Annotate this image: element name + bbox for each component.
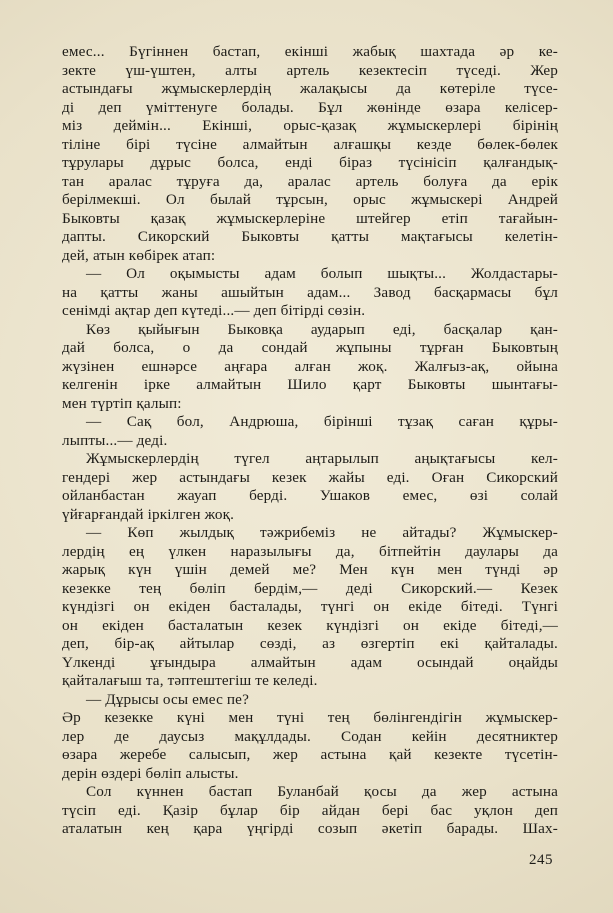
text-line: деп, бір-ақ айтылар сөзді, аз өзгертіп екі қайталады.: [62, 635, 558, 652]
text-line: на қатты жаны ашыйтын адам... Завод басқармасы бұл: [62, 283, 558, 301]
text-line: міз деймін... Екінші, орыс-қазақ жұмыскерлері бірінің: [62, 117, 558, 134]
text-line: түсіп еді. Қазір бұлар бір айдан бері бас уқлон деп: [62, 801, 558, 819]
text-line: — Сақ бол, Андрюша, бірінші тұзақ саған құры-: [86, 413, 558, 430]
text-line: Жұмыскерлердің түгел аңтарылып аңықтағысы кел-: [86, 450, 558, 467]
text-line: Сол күннен бастап Буланбай қосы да жер астына: [86, 783, 558, 800]
text-line: емес... Бүгіннен бастап, екінші жабық шахтада әр ке-: [62, 43, 558, 60]
text-line: үйғарғандай іркілген жоқ.: [62, 505, 235, 523]
text-line: он екіден басталатын кезек күндізгі он екіде бітеді,—: [62, 616, 558, 634]
text-line: келгенін ірке алмайтын Шило қарт Быковты шынтағы-: [62, 376, 558, 393]
text-line: дей, атын көбірек атап:: [62, 246, 216, 264]
text-line: Үлкенді ұғындыра алмайтын адам осындай оңайды: [62, 653, 558, 671]
text-line: жүзінен ешнәрсе аңғара алған жоқ. Жалғыз-ақ, ойына: [62, 357, 558, 375]
text-line: тұрулары дұрыс болса, енді біраз түсінісіп қалғандық-: [62, 154, 558, 171]
text-line: мен түртіп қалып:: [62, 394, 182, 412]
text-line: қайталағыш та, тәптештегіш те келеді.: [62, 672, 318, 689]
text-line: лыпты...— деді.: [62, 431, 168, 449]
text-line: дапты. Сикорский Быковты қатты мақтағысы келетін-: [62, 228, 558, 245]
text-line: берілмекші. Ол былай тұрсын, орыс жұмыскері Андрей: [62, 191, 558, 208]
text-line: — Дұрысы осы емес пе?: [86, 690, 249, 708]
text-line: — Ол оқымысты адам болып шықты... Жолдастары-: [86, 265, 558, 282]
text-line: Көз қыйығын Быковқа аударып еді, басқалар қан-: [86, 320, 558, 338]
text-line: жарық күн үшін демей ме? Мен күн мен түнді әр: [62, 561, 558, 578]
text-line: астындағы жұмыскерлердің жалақысы да көтеріле түсе-: [62, 80, 558, 97]
text-line: ойланбастан жауап берді. Ушаков емес, өзі солай: [62, 487, 558, 504]
text-line: зекте үш-үштен, алты артель кезектесіп түседі. Жер: [62, 61, 558, 79]
text-line: дерін өздері бөліп алысты.: [62, 764, 239, 782]
text-line: ді деп үміттенуге болады. Бұл жөнінде өзара келісер-: [62, 98, 558, 116]
text-line: лер де даусыз мақұлдады. Содан кейін десятниктер: [62, 727, 558, 745]
text-line: тіліне бірі түсіне алмайтын алғашқы кезде бөлек-бөлек: [62, 135, 558, 153]
text-line: күндізгі он екіден басталады, түнгі он екіде бітеді. Түнгі: [62, 598, 558, 615]
text-line: өзара жеребе салысып, жер астына қай кезекте түсетін-: [62, 746, 558, 763]
text-line: тан аралас тұруға да, аралас артель болуға да ерік: [62, 172, 558, 190]
text-line: Быковты қазақ жұмыскерлеріне штейгер етіп тағайын-: [62, 209, 558, 227]
page-body-text: [62, 43, 558, 839]
text-line: сенімді ақтар деп күтеді...— деп бітірді сөзін.: [62, 302, 366, 319]
text-line: аталатын кең қара үңгірді созып әкетіп барады. Шах-: [62, 820, 558, 837]
text-line: — Көп жылдық тәжрибеміз не айтады? Жұмыскер-: [86, 524, 558, 541]
text-line: лердің ең үлкен наразылығы да, бітпейтін даулары да: [62, 542, 558, 560]
text-line: гендері жер астындағы кезек жайы еді. Оған Сикорский: [62, 468, 558, 486]
text-line: дай болса, о да сондай жұпыны тұрған Быковтың: [62, 339, 558, 356]
text-line: Әр кезекке күні мен түні тең бөлінгендігін жұмыскер-: [62, 709, 558, 726]
page-number: 245: [529, 852, 553, 868]
text-line: кезекке тең бөліп бердім,— деді Сикорский.— Кезек: [62, 579, 558, 597]
